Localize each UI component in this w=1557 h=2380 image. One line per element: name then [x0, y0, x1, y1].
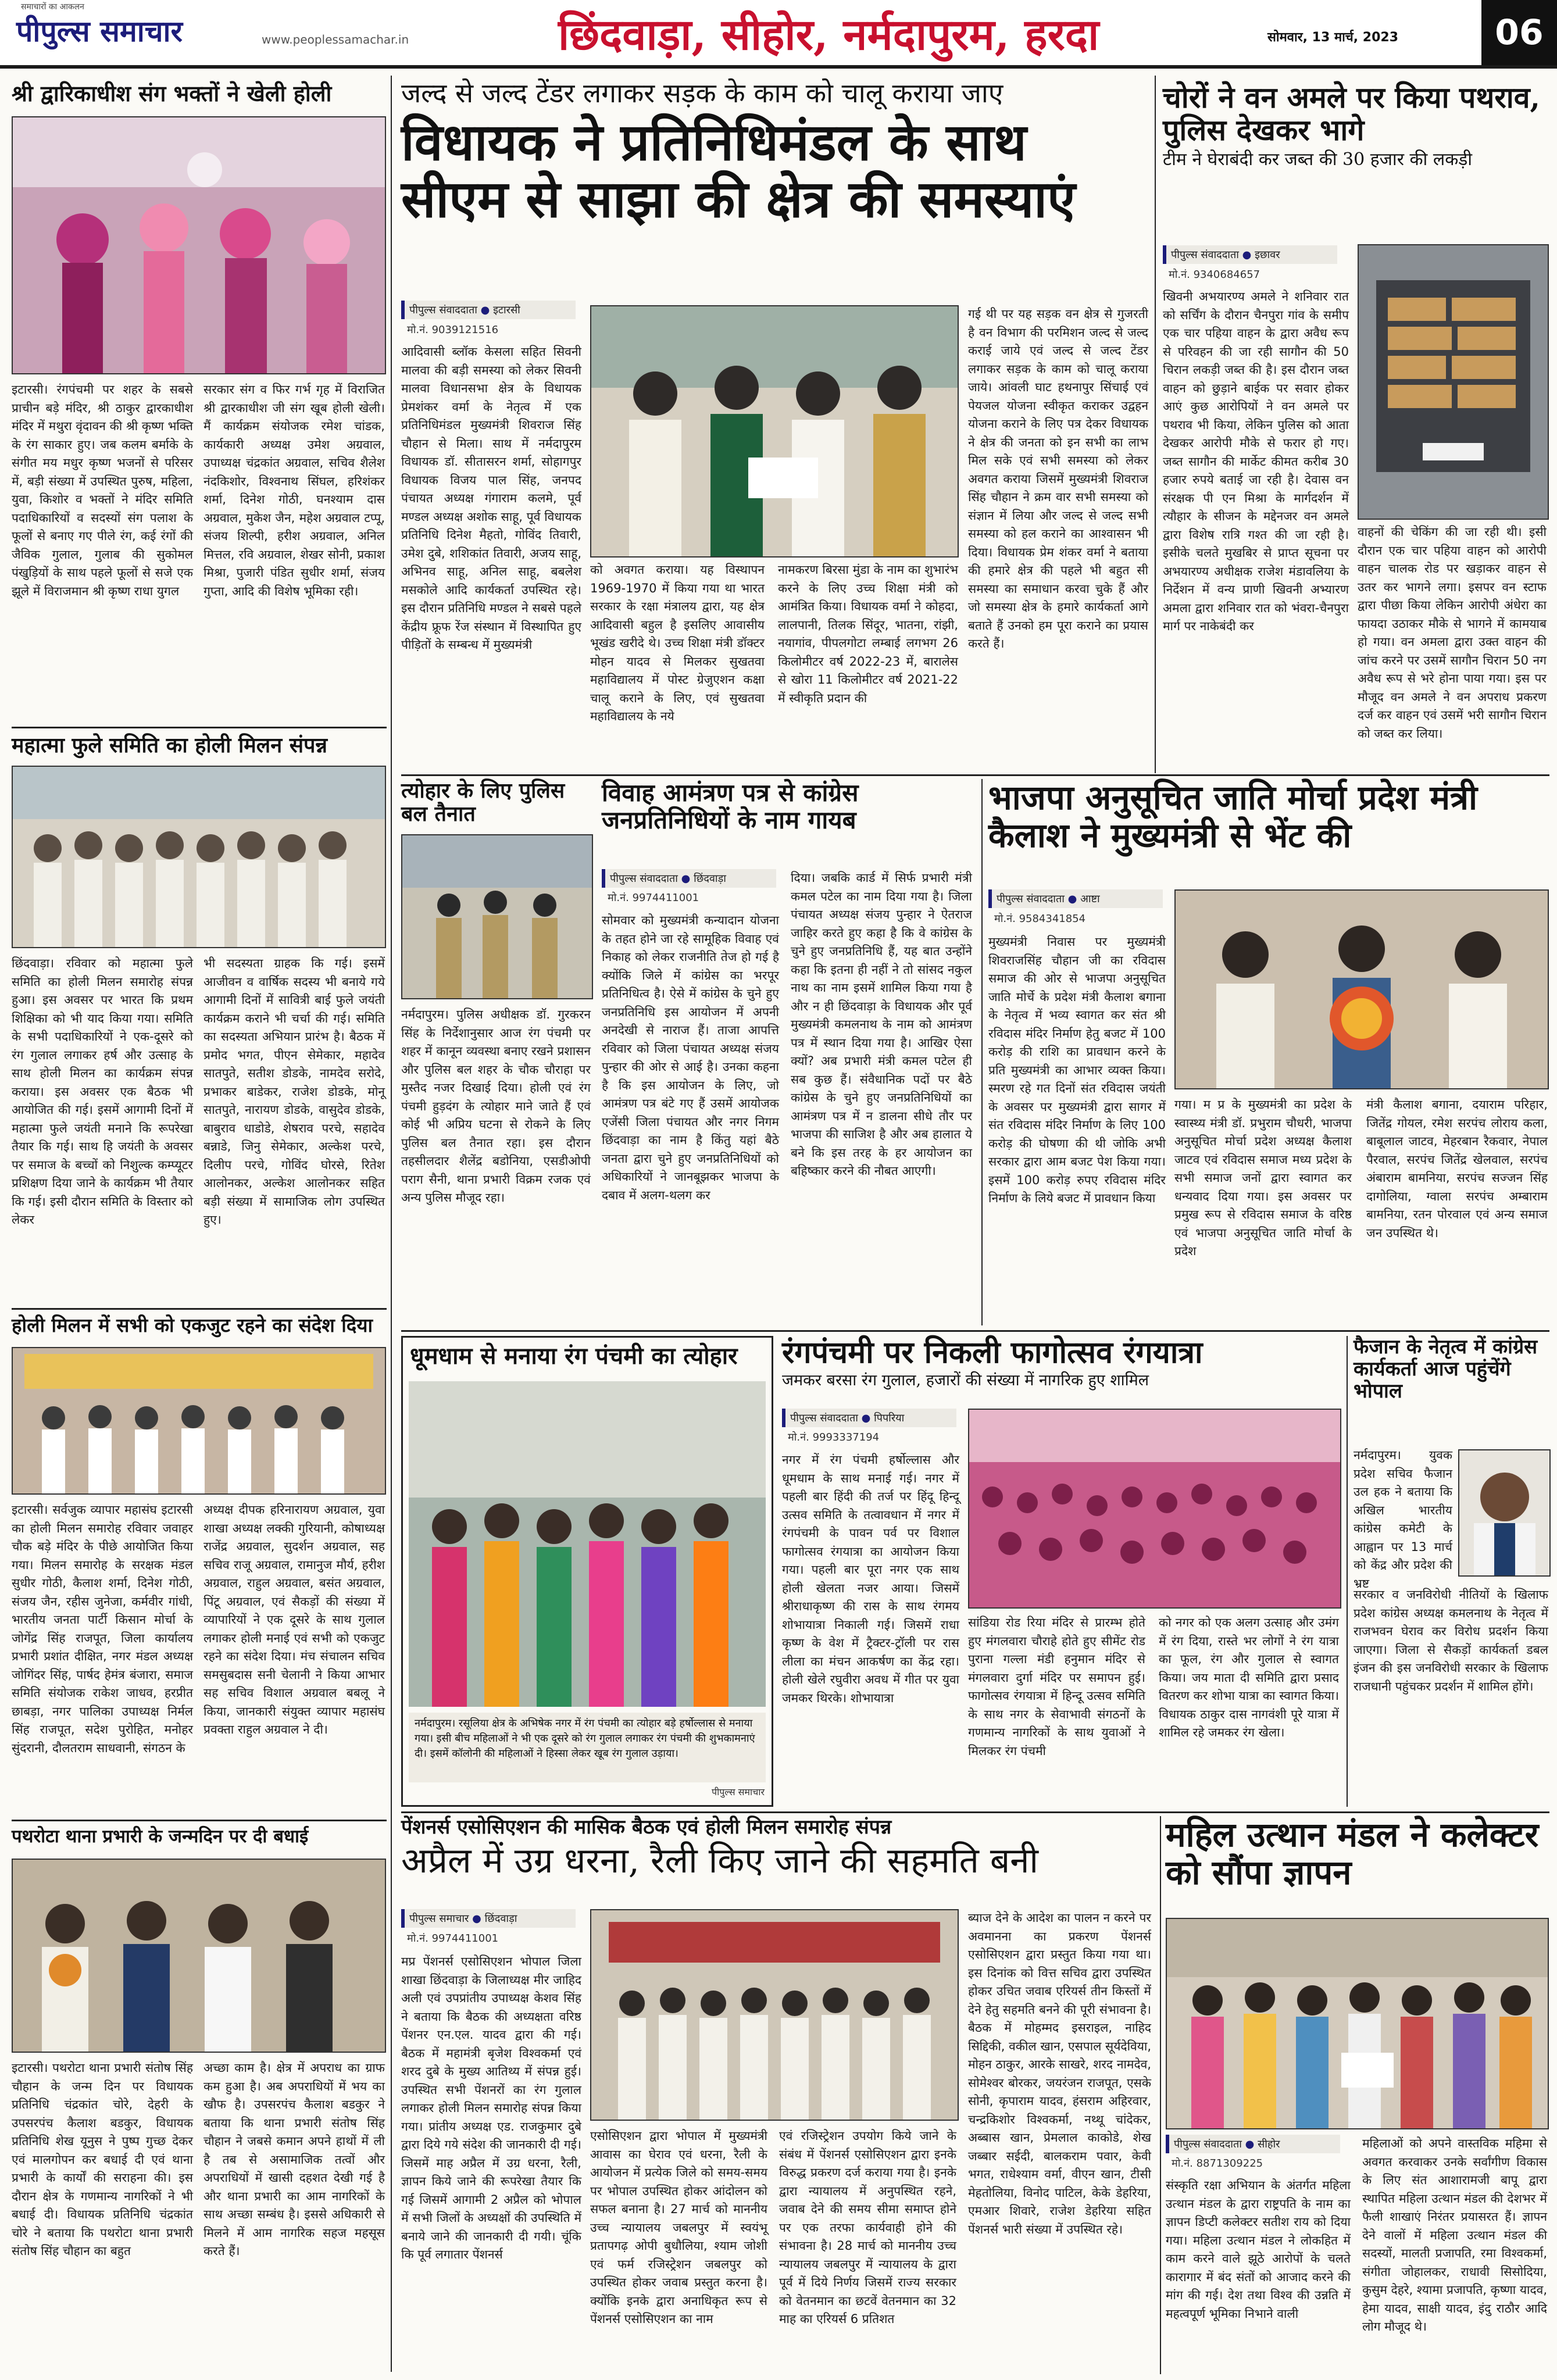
reporter-mobile: मो.नं. 9039121516 — [407, 324, 499, 336]
issue-date: सोमवार, 13 मार्च, 2023 — [1267, 30, 1399, 45]
women-celebration-photo — [409, 1381, 766, 1707]
photo-credit: पीपुल्स समाचार — [711, 1786, 765, 1797]
article-body: नर्मदापुरम। पुलिस अधीक्षक डॉ. गुरकरन सिंह के निर्देशानुसार आज रंग पंचमी पर शहर में कानून व्यवस्था बनाए रखने प्रशासन और पुलिस बल शहर के चौक चौराहा पर मुस्तैद नजर दिखाई दिया। होली एवं रंग पंचमी हुड़दंग के त्योहार माने जाते हैं एवं कोई भी अप्रिय घटना से रोकने के लिए पुलिस बल तैनात रहा। इस दौरान तहसीलदार शैलेंद्र बडोनिया, एसडीओपी पराग सैनी, थाना प्रभारी विक्रम रजक एवं अन्य पुलिस मौजूद रहा। — [401, 1007, 591, 1205]
dateline-place: छिंदवाड़ा — [484, 1913, 517, 1925]
memorandum-photo — [1166, 1918, 1549, 2129]
byline: पीपुल्स संवाददाता ● इछावर — [1163, 245, 1337, 264]
headline: विवाह आमंत्रण पत्र से कांग्रेस जनप्रतिनिधियों के नाम गायब — [602, 778, 859, 835]
reporter-mobile: मो.नं. 9974411001 — [407, 1932, 499, 1945]
police-deployment-photo — [401, 834, 593, 999]
divider — [12, 1308, 387, 1310]
headline: भाजपा अनुसूचित जाति मोर्चा प्रदेश मंत्री कैलाश ने मुख्यमंत्री से भेंट की — [988, 778, 1478, 855]
kicker: पेंशनर्स एसोसिएशन की मासिक बैठक एवं होली मिलन समारोह संपन्न — [401, 1816, 892, 1839]
headline: विधायक ने प्रतिनिधिमंडल के साथ सीएम से साझा की क्षेत्र की समस्याएं — [401, 111, 1076, 230]
rangyatra-crowd-photo — [968, 1409, 1341, 1609]
byline: पीपुल्स संवाददाता ● आष्टा — [988, 889, 1163, 908]
article-body-continued-2: एवं रजिस्ट्रेशन उपयोग किये जाने के संबंध में पेंशनर्स एसोसिएशन द्वारा इनके विरुद्ध प्रकरण दर्ज कराया गया है। इनके द्वारा न्यायालय में अनुपस्थित रहने, जवाब देने की समय सीमा समाप्त होने पर एक तरफा कार्यवाही होने की संभावना है। 28 मार्च को माननीय उच्च न्यायालय जबलपुर में न्यायालय के द्वारा पूर्व में दिये निर्णय जिसमें राज्य सरकार को वेतनमान का छटवें वेतनमान का 32 माह का एरियर्स 6 प्रतिशत — [779, 2129, 956, 2326]
divider — [401, 1330, 1549, 1332]
article-body-continued: एसोसिएशन द्वारा भोपाल में मुख्यमंत्री आवास का घेराव एवं धरना, रैली के आयोजन में प्रत्येक जिले को समय-समय पर भोपाल उपस्थित होकर आंदोलन को सफल बनाना है। 27 मार्च को माननीय उच्च न्यायालय जबलपुर में स्वयंभू प्रतापगढ़ ओपी बुधौलिया, श्याम जोशी एवं फर्म रजिस्ट्रेशन जबलपुर को उपस्थित होकर जवाब प्रस्तुत करना है। क्योंकि इनके द्वारा अनाधिकृत रूप से पेंशनर्स एसोसिएशन का नाम — [590, 2129, 767, 2326]
article-body-continued: महिलाओं को अपने वास्तविक महिमा से अवगत करवाकर उनके सर्वांगीण विकास के लिए संत आशारामजी बापू द्वारा स्थापित महिला उत्थान मंडल की देशभर में फैली शाखाएं निरंतर प्रयासरत हैं। ज्ञापन देने वालों में महिला उत्थान मंडल की सदस्यों, मालती प्रजापति, रमा विश्वकर्मा, संगीता जोहालकर, राधावी सिसोदिया, कुसुम देहरे, श्यामा प्रजापति, कृष्णा यादव, हेमा यादव, साक्षी यादव, इंदु राठौर आदि लोग मौजूद थे। — [1362, 2136, 1547, 2333]
reporter: पीपुल्स संवाददाता — [409, 304, 477, 316]
headline: धूमधाम से मनाया रंग पंचमी का त्योहार — [410, 1342, 738, 1370]
page-number: 06 — [1481, 0, 1557, 65]
reporter-mobile: मो.नं. 8871309225 — [1172, 2157, 1263, 2170]
article-body-continued-2: मंत्री कैलाश बगाना, दयाराम परिहार, जितेंद्र गोयल, रमेश सरपंच लोराय कला, बाबूलाल जाटव, मेहरबान रैकवार, नेपाल पैरवाल, सरपंच जितेंद्र खेलवाल, सरपंच अंबाराम बामनिया, सरपंच सज्जन सिंह दागोलिया, ग्वाला सरपंच अम्बाराम बामनिया, रतन पोरवाल एवं अन्य समाज जन उपस्थित थे। — [1366, 1098, 1548, 1240]
article-body: इटारसी। सर्वजुक व्यापार महासंघ इटारसी का होली मिलन समारोह रविवार जवाहर चौक बड़े मंदिर के पीछे आयोजित किया गया। मिलन समारोह के सरक्षक मंडल सुधीर गोठी, कैलाश शर्मा, दिनेश गोठी, संजय जैन, रहीस जुनेजा, कर्मवीर गांधी, भारतीय जनता पार्टी किसान मोर्चा के जोगेंद्र सिंह राजपूत, जिला कार्यालय प्रभारी प्रशांत दीक्षित, नगर मंडल अध्यक्ष जोगिंदर सिंह, पार्षद हेमंत्र बंजारा, समाज समिति संयोजक राकेश जाधव, हरप्रीत छाबड़ा, नगर पालिका उपाध्यक्ष निर्मल सिंह राजपूत, सदेश पुरोहित, मनोहर सुंदरानी, दौलतराम साधवानी, संगठन के — [12, 1503, 193, 1755]
article-phule-samiti — [12, 734, 387, 1303]
article-body-continued-2: को नगर को एक अलग उत्साह और उमंग में रंग दिया, रास्ते भर लोगों ने रंग यात्रा का फूल, रंग और गुलाल से स्वागत किया। जय माता दी समिति द्वारा प्रसाद वितरण कर शोभा यात्रा का स्वागत किया। विधायक ठाकुर दास नागवंशी पूरे यात्रा में शामिल रहे जमकर रंग खेला। — [1159, 1616, 1339, 1739]
article-body: सोमवार को मुख्यमंत्री कन्यादान योजना के तहत होने जा रहे सामूहिक विवाह एवं निकाह को लेकर राजनीति तेज हो गई है क्योंकि जिले में कांग्रेस का भरपूर प्रतिनिधित्व है। ऐसे में कांग्रेस के चुने हुए जनप्रतिनिधि इस आयोजन में अपनी अनदेखी से नाराज हैं। ताजा आपत्ति रविवार को जिला पंचायत अध्यक्ष संजय पुन्हार की ओर से आई है। उनका कहना है कि इस आयोजन के लिए, जो आमंत्रण पत्र बंटे गए हैं उसमें आयोजक एजेंसी जिला पंचायत और नगर निगम छिंदवाड़ा का नाम है किंतु यहां बैठे जनता द्वारा चुने हुए जनप्रतिनिधियों को अधिकारियों ने जानबूझकर भाजपा के दबाव में अलग-थलग कर — [602, 913, 779, 1202]
article-body-continued: सरकार संग व फिर गर्भ गृह में विराजित श्री द्वारकाधीश जी संग खूब होली खेली। मैं कार्यक्रम संयोजक रमेश चांडक, कार्यकारी अध्यक्ष उमेश अग्रवाल, उपाध्यक्ष चंद्रकांत अग्रवाल, सचिव शैलेश नंदकिशोर, विश्वनाथ सिंघल, हरिशंकर शर्मा, दिनेश गोठी, घनश्याम दास अग्रवाल, मुकेश जैन, महेश अग्रवाल टप्पू, संजय शिल्पी, हरीश अग्रवाल, अनिल मित्तल, रवि अग्रवाल, शेखर सोनी, प्रकाश मिश्रा, पुजारी पंडित सुधीर शर्मा, संजय गुप्ता, आदि की विशेष भूमिका रही। — [203, 383, 385, 598]
article-body-continued: अध्यक्ष दीपक हरिनारायण अग्रवाल, युवा शाखा अध्यक्ष लक्की गुरियानी, कोषाध्यक्ष राजेंद्र अग्रवाल, सुदर्शन अग्रवाल, सह सचिव राजू अग्रवाल, रामानुज मौर्य, हरीश अग्रवाल, राहुल अग्रवाल, बसंत अग्रवाल, पिंटू अग्रवाल, एवं सैकड़ों की संख्या में व्यापारियों ने एक दूसरे के साथ गुलाल लगाकर होली मनाई एवं सभी को एकजुट रहने का संदेश दिया। मंच संचालन सचिव समसुबदास सनी चेलानी ने किया आभार सह सचिव विशाल अग्रवाल बबलू ने किया, जानकारी संयुक्त व्यापार महासंघ प्रवक्ता राहुल अग्रवाल ने दी। — [203, 1503, 385, 1736]
byline: पीपुल्स संवाददाता ● इटारसी — [401, 301, 576, 319]
article-body-continued: सरकार व जनविरोधी नीतियों के खिलाफ प्रदेश कांग्रेस अध्यक्ष कमलनाथ के नेतृत्व में राजभवन घेराव कर विरोध प्रदर्शन किया जाएगा। जिला से सैकड़ों कार्यकर्ता डबल इंजन की इस जनविरोधी सरकार के खिलाफ राजधानी पहुंचकर प्रदर्शन में शामिल होंगे। — [1354, 1588, 1548, 1693]
reporter: पीपुल्स संवाददाता — [610, 873, 678, 885]
reporter-mobile: मो.नं. 9584341854 — [994, 913, 1086, 925]
reporter: पीपुल्स संवाददाता — [1174, 2138, 1242, 2150]
column-rule — [1160, 1816, 1161, 2374]
article-body-continued-2: नामकरण बिरसा मुंडा के नाम का शुभारंभ करने के लिए उच्च शिक्षा मंत्री को आमंत्रित किया। विधायक वर्मा ने कोहदा, लालपानी, तिलक सिंदूर, भातना, रांझी, नयागांव, पीपलगोटा लम्बाई लगभग 26 किलोमीटर वर्ष 2022-23 में, बारालेस से खोरा 11 किलोमीटर वर्ष 2021-22 में स्वीकृति प्रदान की — [778, 563, 958, 705]
article-fagotsav — [782, 1336, 1340, 1807]
headline: पथरोटा थाना प्रभारी के जन्मदिन पर दी बधाई — [12, 1826, 309, 1847]
photo-caption: नर्मदापुरम। रसूलिया क्षेत्र के अभिषेक नगर में रंग पंचमी का त्योहार बड़े हर्षोल्लास से मनाया गया। इसी बीच महिलाओं ने भी एक दूसरे को रंग गुलाल लगाकर रंग पंचमी की शुभकामनाएं दी। इसमें कॉलोनी की महिलाओं ने हिस्सा लेकर खूब रंग गुलाल उड़ाया। — [409, 1713, 766, 1782]
group-photo — [12, 766, 386, 948]
article-forest-theft — [1163, 81, 1549, 773]
byline: पीपुल्स संवाददाता ● सीहोर — [1166, 2135, 1340, 2153]
article-body: मुख्यमंत्री निवास पर मुख्यमंत्री शिवराजसिंह चौहान जी का रविदास समाज की ओर से भाजपा अनुसूचित जाति मोर्चे के प्रदेश मंत्री कैलाश बगाना के नेतृत्व में भव्य स्वागत कर संत श्री रविदास मंदिर निर्माण हेतु बजट में 100 करोड़ की राशि का प्रावधान करने के प्रति मुख्यमंत्री का आभार व्यक्त किया। स्मरण रहे गत दिनों संत रविदास जयंती के अवसर पर मुख्यमंत्री द्वारा सागर में संत रविदास मंदिर निर्माण के लिए 100 करोड़ की घोषणा की थी जोकि अभी सरकार द्वारा आम बजट पेश किया गया। इसमें 100 करोड़ रुपए रविदास मंदिर निर्माण के लिये बजट में प्रावधान किया — [988, 935, 1166, 1205]
kicker: जल्द से जल्द टेंडर लगाकर सड़क के काम को चालू कराया जाए — [401, 77, 1004, 109]
column-rule — [981, 779, 983, 1325]
headline: होली मिलन में सभी को एकजुट रहने का संदेश दिया — [12, 1314, 373, 1336]
article-body: खिवनी अभयारण्य अमले ने शनिवार रात को सर्चिंग के दौरान चैनपुरा गांव के समीप एक चार पहिया वाहन के द्वारा अवैध रूप से परिवहन की जा रही सागौन की 50 चिरान लकड़ी जब्त की है। इस दौरान जब्त वाहन को छुड़ाने बाईक पर सवार होकर आएं कुछ आरोपियों ने वन अमले पर पथराव भी किया, लेकिन पुलिस को आता देखकर आरोपी मौके से फरार हो गए। जब्त सागौन की मार्केट कीमत करीब 30 हजार रुपये बताई जा रही है। देवास वन संरक्षक पी एन मिश्रा के मार्गदर्शन में त्यौहार के सीजन के मद्देनजर वन अमले द्वारा विशेष रात्रि गश्त की जा रही है। इसीके चलते मुखबिर से प्राप्त सूचना पर अभयारण्य अधीक्षक राजेश मंडावलिया के निर्देशन में वन्य प्राणी खिवनी अभ्यारण अमला द्वारा शनिवार रात को भंवरा-चैनपुरा मार्ग पर नाकेबंदी कर — [1163, 290, 1349, 633]
column-rule — [1347, 1336, 1348, 1807]
headline: अप्रैल में उग्र धरना, रैली किए जाने की सहमति बनी — [401, 1841, 1038, 1882]
reporter-mobile: मो.नं. 9340684657 — [1169, 269, 1260, 281]
reporter-mobile: मो.नं. 9993337194 — [788, 1431, 880, 1443]
holi-temple-photo — [12, 116, 386, 374]
felicitation-photo — [12, 1859, 386, 2053]
divider — [12, 727, 387, 728]
region-title: छिंदवाड़ा, सीहोर, नर्मदापुरम, हरदा — [558, 10, 1099, 60]
article-body-continued: भी सदस्यता ग्राहक कि गई। इसमें आजीवन व वार्षिक सदस्य भी बनाये गये आगामी दिनों में सावित्री बाई फुले जयंती कार्यक्रम कराने भी चर्चा की गई। समिति का सदस्यता अभियान प्रारंभ है। बैठक में प्रमोद भगत, पीएन सेमेकार, महादेव सातपुते, सतीश डोडके, नामदेव सरोदे, प्रभाकर बाडेकर, राजेश डोडके, मोनू सातपुते, नारायण डोडके, वासुदेव डोडके, बाबुराव धाडोडे, शेषराव परचे, सहादेव बन्नाडे, जिनु सेमेकार, अल्केश परचे, दिलीप परचे, गोविंद घोरसे, रितेश आलोनकर, अल्केश आलोनकर सहित बड़ी संख्या में सामाजिक लोग उपस्थित हुए। — [203, 956, 385, 1227]
pensioners-meeting-photo — [590, 1909, 959, 2121]
column-rule — [1155, 76, 1156, 773]
dateline-place: सीहोर — [1258, 2138, 1280, 2150]
article-rang-panchami — [401, 1336, 773, 1807]
article-mahila-utthan — [1166, 1816, 1549, 2374]
article-body-continued: गया। म प्र के मुख्यमंत्री का प्रदेश के स्वास्थ्य मंत्री डॉ. प्रभुराम चौधरी, भाजपा अनुसूचित मोर्चा प्रदेश अध्यक्ष कैलाश जाटव एवं रविदास समाज मध्य प्रदेश के सभी समाज जनों द्वारा स्वागत कर धन्यवाद दिया गया। इस अवसर पर प्रमुख रूप से रविदास समाज के वरिष्ठ एवं भाजपा अनुसूचित जाति मोर्चा के प्रदेश — [1174, 1098, 1352, 1258]
article-body: इटारसी। पथरोटा थाना प्रभारी संतोष सिंह चौहान के जन्म दिन पर विधायक प्रतिनिधि चंद्रकांत चोरे, देहरी के उपसरपंच कैलाश बडकुर, विधायक प्रतिनिधि शेख यूनुस ने पुष्प गुच्छ देकर एवं मालगोपन कर बधाई दी एवं थाना प्रभारी के कार्यों की सराहना की। इस दौरान क्षेत्र के गणमान्य नागरिकों ने भी बधाई दी। विधायक प्रतिनिधि चंद्रकांत चोरे ने बताया कि पथरोटा थाना प्रभारी संतोष सिंह चौहान का बहुत — [12, 2061, 193, 2258]
cm-meeting-photo — [590, 305, 959, 558]
article-body: संस्कृति रक्षा अभियान के अंतर्गत महिला उत्थान मंडल के द्वारा राष्ट्रपति के नाम का ज्ञापन डिप्टी कलेक्टर सतीश राय को दिया गया। महिला उत्थान मंडल ने लोकहित में काम करने वाले झूठे आरोपों के चलते कारागार में बंद संतों को आजाद करने की मांग की गई। देश तथा विश्व की उन्नति में महत्वपूर्ण भूमिका निभाने वाली — [1166, 2178, 1351, 2321]
reporter: पीपुल्स समाचार — [409, 1913, 469, 1925]
article-dwarkadhish — [12, 81, 387, 721]
headline: श्री द्वारिकाधीश संग भक्तों ने खेली होली — [12, 80, 332, 106]
byline: पीपुल्स समाचार ● छिंदवाड़ा — [401, 1909, 576, 1928]
article-body-continued: वाहनों की चेकिंग की जा रही थी। इसी दौरान एक चार पहिया वाहन को आरोपी वाहन चालक रोड पर खड़ाकर वाहन से उतर कर भागने लगा। इसपर वन स्टाफ द्वारा पीछा किया लेकिन आरोपी अंधेरा का फायदा उठाकर मौके से भागने में कामयाब हो गया। वन अमला द्वारा उक्त वाहन की जांच करने पर उसमें सागौन चिरान 50 नग अवैध रूप से भरे होना पाया गया। इस पर मौजूद वन अमले ने वन अपराध प्रकरण दर्ज कर वाहन एवं उसमें भरी सागौन चिरान को जब्त कर लिया। — [1358, 525, 1547, 741]
divider — [401, 1811, 1549, 1813]
article-bjp-sc-morcha — [988, 779, 1549, 1325]
portrait-photo — [1458, 1449, 1551, 1577]
byline: पीपुल्स संवाददाता ● पिपरिया — [782, 1409, 956, 1427]
reporter: पीपुल्स संवाददाता — [1171, 249, 1239, 261]
column-rule — [391, 76, 392, 2372]
article-body: आदिवासी ब्लॉक केसला सहित सिवनी मालवा की बड़ी समस्या को लेकर सिवनी मालवा विधानसभा क्षेत्र के विधायक प्रेमशंकर वर्मा के नेतृत्व में एक प्रतिनिधिमंडल मुख्यमंत्री शिवराज सिंह चौहान से मिला। साथ में नर्मदापुरम विधायक डॉ. सीतासरन शर्मा, सोहागपुर विधायक विजय पाल सिंह, जनपद पंचायत अध्यक्ष गंगाराम कलमे, पूर्व मण्डल अध्यक्ष अशोक साहू, पूर्व विधायक प्रतिनिधि दिनेश मैहतो, गोविंद तिवारी, उमेश दुबे, शशिकांत तिवारी, अजय साहू, अभिनव साहू, अनिल साहू, बबलेश मसकोले आदि कार्यकर्ता उपस्थित रहे। इस दौरान प्रतिनिधि मण्डल ने सबसे पहले केंद्रीय फ्रूफ रेंज संस्थान में विस्थापित हुए पीड़ितों के सम्बन्ध में मुख्यमंत्री — [401, 345, 581, 652]
reporter: पीपुल्स संवाददाता — [997, 893, 1065, 905]
website-url[interactable]: www.peoplessamachar.in — [262, 33, 409, 47]
article-body: छिंदवाड़ा। रविवार को महात्मा फुले समिति का होली मिलन समारोह संपन्न हुआ। इस अवसर पर भारत कि प्रथम शिक्षिका को भी याद किया गया। समिति के सभी पदाधिकारियों ने एक-दूसरे को रंग गुलाल लगाकर हर्ष और उत्साह के साथ होली मिलन का कार्यक्रम संपन्न कराया। इस अवसर एक बैठक भी आयोजित की गई। इसमें आगामी दिनों में महात्मा फुले जयंती मनाने कि रूपरेखा तैयार कि गई। साथ हि जयंती के अवसर पर समाज के बच्चों को निशुल्क कम्प्यूटर प्रशिक्षण दिया जाने के कार्यक्रम भी तैयार कि गई। इसी दौरान समिति के विस्तार को लेकर — [12, 956, 193, 1227]
article-body-continued: को अवगत कराया। यह विस्थापन 1969-1970 में किया गया था भारत सरकार के रक्षा मंत्रालय द्वारा, यह क्षेत्र आदिवासी बहुल है इसलिए आवासीय भूखंड खरीदे थे। उच्च शिक्षा मंत्री डॉक्टर मोहन यादव से मिलकर सुखतवा महाविद्यालय में पोस्ट ग्रेजुएशन कक्षा चालू कराने के लिए, एवं सुखतवा महाविद्यालय के नये — [590, 563, 765, 723]
article-body-continued: दिया। जबकि कार्ड में सिर्फ प्रभारी मंत्री कमल पटेल का नाम दिया गया है। जिला पंचायत अध्यक्ष संजय पुन्हार ने ऐतराज जाहिर करते हुए कहा है कि वे कांग्रेस के चुने हुए जनप्रतिनिधि हैं, यह बात उन्होंने कहा कि इतना ही नहीं ने तो सांसद नकुल नाथ का नाम इसमें शामिल किया गया है और न ही छिंदवाड़ा के विधायक और पूर्व मुख्यमंत्री कमलनाथ के नाम को आमंत्रण पत्र में स्थान दिया गया है। आखिर ऐसा क्यों? अब प्रभारी मंत्री कमल पटेल ही सब कुछ हैं। संवैधानिक पदों पर बैठे कांग्रेस के चुने हुए जनप्रतिनिधियों का आमंत्रण पत्र में न डालना सीधे तौर पर भाजपा की साजिश है और अब हालात ये बने कि इस तरह के हर आयोजन का बहिष्कार करने की नौबत आएगी। — [791, 871, 972, 1178]
article-body-continued: सांडिया रोड रिया मंदिर से प्रारम्भ होते हुए मंगलवारा चौराहे होते हुए सीमेंट रोड पुराना गल्ला मंडी हनुमान मंदिर से मंगलवारा दुर्गा मंदिर पर समापन हुई। फागोत्सव रंगयात्रा में हिन्दू उत्सव समिति के साथ नगर के सेवाभावी संगठनों के गणमान्य नागरिकों के साथ युवाओं ने मिलकर रंग पंचमी — [968, 1616, 1145, 1758]
article-body-continued-3: गई थी पर यह सड़क वन क्षेत्र से गुजरती है वन विभाग की परमिशन जल्द से जल्द कराई जाये एवं जल्द से जल्द टेंडर लगाकर सड़क के काम को चालू कराया जाये। आंवली घाट हथनापुर सिंचाई एवं पेयजल योजना स्वीकृत कराकर उद्वहन योजना कराने के लिए पत्र देकर विधायक ने क्षेत्र की जनता को इन सभी का लाभ मिल सके एवं सभी समस्या को लेकर अवगत कराया जिसमें मुख्यमंत्री शिवराज सिंह चौहान ने क्रम वार सभी समस्या को संज्ञान में लिया और जल्द से जल्द सभी समस्या को हल कराने का आश्वासन भी दिया। विधायक प्रेम शंकर वर्मा ने बताया की हमारे क्षेत्र की पहले भी बहुत सी समस्या का समाधान करवा चुके हैं और जो समस्या क्षेत्र के हमारे कार्यकर्ता आगे बताते हैं उनको हम पूरा कराने का प्रयास करते हैं। — [968, 307, 1148, 651]
article-congress-bhopal — [1354, 1336, 1549, 1807]
divider — [12, 1820, 387, 1821]
byline: पीपुल्स संवाददाता ● छिंदवाड़ा — [602, 869, 776, 888]
article-body: नगर में रंग पंचमी हर्षोल्लास और धूमधाम के साथ मनाई गई। नगर में पहली बार हिंदी की तर्ज पर हिंदू हिन्दू उत्सव समिति के तत्वावधान में नगर में रंगपंचमी के पावन पर्व पर विशाल फागोत्सव रंगयात्रा का आयोजन किया गया। पहली बार पूरा नगर एक साथ होली खेलता नजर आया। जिसमें श्रीराधाकृष्ण की रास के साथ रंगमय शोभायात्रा निकाली गई। जिसमें राधा कृष्ण के वेश में ट्रैक्टर-ट्रॉली पर रास लीला का मंचन आकर्षण का केंद्र रहा। होली खेले रघुवीरा अवध में गीत पर युवा जमकर थिरके। शोभायात्रा — [782, 1453, 959, 1705]
brand-logo: पीपुल्स समाचार — [16, 14, 183, 48]
seized-vehicle-photo — [1358, 244, 1549, 520]
masthead — [0, 0, 1557, 69]
reporter-mobile: मो.नं. 9974411001 — [608, 892, 699, 904]
subheadline: जमकर बरसा रंग गुलाल, हजारों की संख्या में नागरिक हुए शामिल — [782, 1371, 1149, 1390]
cm-felicitation-photo — [1174, 889, 1549, 1089]
dateline-place: आष्टा — [1080, 893, 1100, 905]
divider — [401, 774, 1549, 776]
reporter: पीपुल्स संवाददाता — [790, 1412, 858, 1424]
dateline-place: पिपरिया — [874, 1412, 905, 1424]
subheadline: टीम ने घेराबंदी कर जब्त की 30 हजार की लकड़ी — [1163, 149, 1473, 170]
dateline-place: इटारसी — [493, 304, 520, 316]
article-pathrota-birthday — [12, 1827, 387, 2373]
article-body: नर्मदापुरम। युवक प्रदेश सचिव फैजान उल हक ने बताया कि अखिल भारतीय कांग्रेस कमेटी के आह्वान पर 13 मार्च को केंद्र और प्रदेश की भ्रष्ट — [1354, 1448, 1452, 1591]
headline: महिल उत्थान मंडल ने कलेक्टर को सौंपा ज्ञापन — [1166, 1815, 1539, 1892]
article-mla-cm — [401, 78, 1148, 770]
headline: फैजान के नेतृत्व में कांग्रेस कार्यकर्ता आज पहुंचेंगे भोपाल — [1354, 1335, 1538, 1403]
brand-tagline: समाचारों का आकलन — [21, 2, 84, 12]
article-pensioners — [401, 1816, 1157, 2374]
dateline-place: छिंदवाड़ा — [694, 873, 726, 885]
headline: चोरों ने वन अमले पर किया पथराव, पुलिस देखकर भागे — [1163, 80, 1540, 147]
article-police-festival — [401, 779, 593, 1325]
article-body: इटारसी। रंगपंचमी पर शहर के सबसे प्राचीन बड़े मंदिर, श्री ठाकुर द्वारकाधीश मंदिर में मथुरा वृंदावन की श्री कृष्ण भक्ति के रंग साकार हुए। जब कलम बर्माके के संगीत मय मधुर कृष्ण भजनों से परिसर में, बड़ी संख्या में उपस्थित पुरुष, महिला, युवा, किशोर व भक्तों ने मंदिर समिति पदाधिकारियों व सदस्यों संग पलाश के फूलों से बनाए गए पीले रंग, कई रंगों की जैविक गुलाल, गुलाब की सुकोमल पंखुड़ियों के साथ पहले फूलों से सजे एक झूले में विराजमान श्री कृष्ण राधा युगल — [12, 383, 193, 598]
headline: त्योहार के लिए पुलिस बल तैनात — [401, 778, 565, 827]
event-photo — [12, 1347, 386, 1495]
article-body: मप्र पेंशनर्स एसोसिएशन भोपाल जिला शाखा छिंदवाड़ा के जिलाध्यक्ष मीर जाहिद अली एवं उपप्रांतीय उपाध्यक्ष केशव सिंह ने बताया कि बैठक की अध्यक्षता वरिष्ठ पेंशनर एन.एल. यादव द्वारा की गई। बैठक में महामंत्री बृजेश विश्वकर्मा एवं शरद दुबे के मुख्य आतिथ्य में संपन्न हुई। उपस्थित सभी पेंशनरों का रंग गुलाल लगाकर होली मिलन समारोह संपन्न किया गया। प्रांतीय अध्यक्ष एड. राजकुमार दुबे द्वारा दिये गये संदेश की जानकारी दी गई। जिसमें माह अप्रैल में उग्र धरना, रैली, ज्ञापन किये जाने की रूपरेखा तैयार कि गई जिसमें आगामी 2 अप्रैल को भोपाल में सभी जिलों के अध्यक्षों की उपस्थिति में बनाये जाने की जानकारी दी गयी। चूंकि कि पूर्व लगातार पेंशनर्स — [401, 1954, 581, 2261]
headline: रंगपंचमी पर निकली फागोत्सव रंगयात्रा — [782, 1335, 1203, 1370]
article-body-continued-3: ब्याज देने के आदेश का पालन न करने पर अवमानना का प्रकरण पेंशनर्स एसोसिएशन द्वारा प्रस्तुत किया गया था। इस दिनांक को वित्त सचिव द्वारा उपस्थित होकर उचित जवाब एरियर्स तीन किस्तों में देने हेतु सहमति बनने की पूरी संभावना है। बैठक में मोहम्मद इसराइल, नाहिद सिद्दिकी, वकील खान, एसपाल सूर्यदेविया, मोहन ठाकुर, आरके साखरे, शरद नामदेव, सोमेश्वर बोरकर, जयरंजन राजपूत, एसके सोनी, कृपाराम यादव, हंसराम अहिरवार, चन्द्रकिशोर विश्वकर्मा, नथ्थू चांदेकर, अब्बास खान, प्रेमलाल काकोडे, शेख जब्बार सईदी, बालकराम पवार, केवी भगत, राधेश्याम वर्मा, वीएन खान, टीसी मेहतोलिया, विनोद पाटिल, केके डेहरिया, एमआर शिवारे, राजेश डेहरिया सहित पेंशनर्स भारी संख्या में उपस्थित रहे। — [968, 1911, 1151, 2236]
article-body-continued: अच्छा काम है। क्षेत्र में अपराध का ग्राफ कम हुआ है। अब अपराधियों में भय का खौफ है। उपसरपंच कैलाश बडकुर ने बताया कि थाना प्रभारी संतोष सिंह चौहान ने जबसे कमान अपने हाथों में ली है तब से असामाजिक तत्वों और अपराधियों में खासी दहशत देखी गई है और थाना प्रभारी का आम नागरिकों के साथ अच्छा सम्बंध है। इससे अधिकारी से मिलने में आम नागरिक सहज महसूस करते हैं। — [203, 2061, 385, 2258]
article-holi-milan-ekjut — [12, 1315, 387, 1815]
dateline-place: इछावर — [1255, 249, 1280, 261]
article-wedding-card — [602, 779, 974, 1325]
headline: महात्मा फुले समिति का होली मिलन संपन्न — [12, 733, 328, 757]
